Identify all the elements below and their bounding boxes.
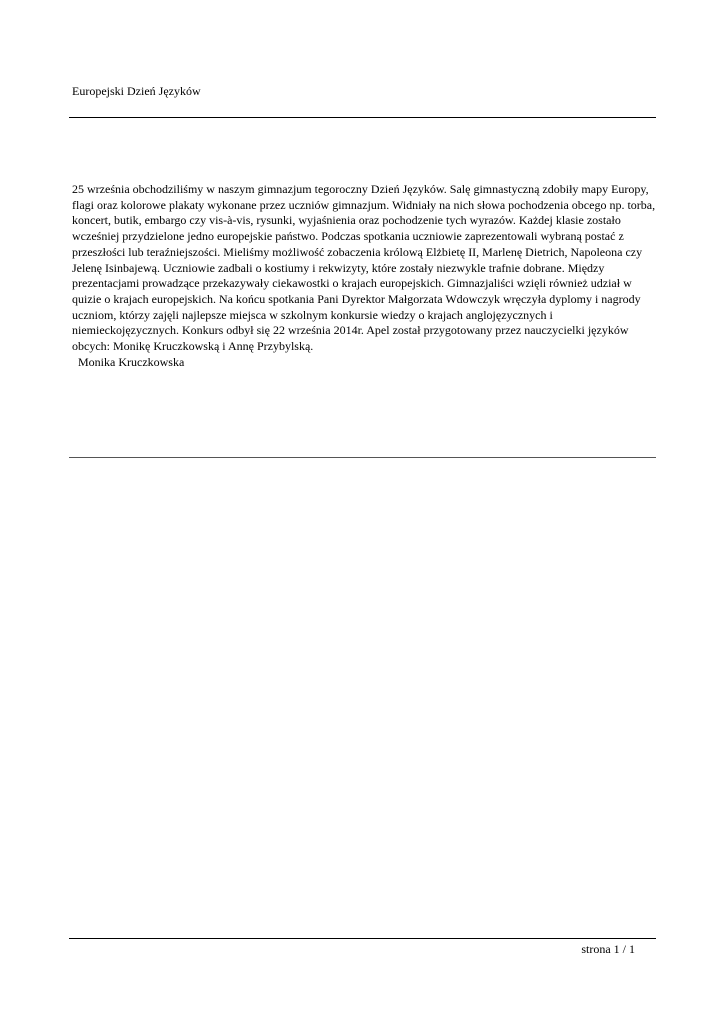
page-title: Europejski Dzień Języków	[72, 84, 201, 98]
page-number: strona 1 / 1	[581, 942, 635, 956]
footer-divider	[69, 938, 656, 939]
content-divider	[69, 457, 656, 458]
header-divider	[69, 117, 656, 118]
article-author: Monika Kruczkowska	[78, 354, 185, 369]
article	[72, 182, 662, 370]
article-body: 25 września obchodziliśmy w naszym gimnazjum tegoroczny Dzień Języków. Salę gimnastyczną zdobiły mapy Europy, flagi oraz kolorowe plakaty wykonane przez uczniów gimnazjum. Widniały na nich słowa pochodzenia obcego np. torba, koncert, butik, embargo czy vis-à-vis, rysunki, wyjaśnienia oraz pochodzenie tych wyrazów. Każdej klasie zostało wcześniej przydzielone jedno europejskie państwo. Podczas spotkania uczniowie zaprezentowali wybraną postać z przeszłości lub teraźniejszości. Mieliśmy możliwość zobaczenia królową Elżbietę II, Marlenę Dietrich, Napoleona czy Jelenę Isinbajewą. Uczniowie zadbali o kostiumy i rekwizyty, które zostały niezwykle trafnie dobrane. Między prezentacjami prowadzące przekazywały ciekawostki o krajach europejskich. Gimnazjaliści wzięli również udział w quizie o krajach europejskich. Na końcu spotkania Pani Dyrektor Małgorzata Wdowczyk wręczyła dyplomy i nagrody uczniom, którzy zajęli najlepsze miejsca w szkolnym konkursie wiedzy o krajach anglojęzycznych i niemieckojęzycznych. Konkurs odbył się 22 września 2014r. Apel został przygotowany przez nauczycielki języków obcych: Monikę Kruczkowską i Annę Przybylską.	[72, 182, 656, 354]
